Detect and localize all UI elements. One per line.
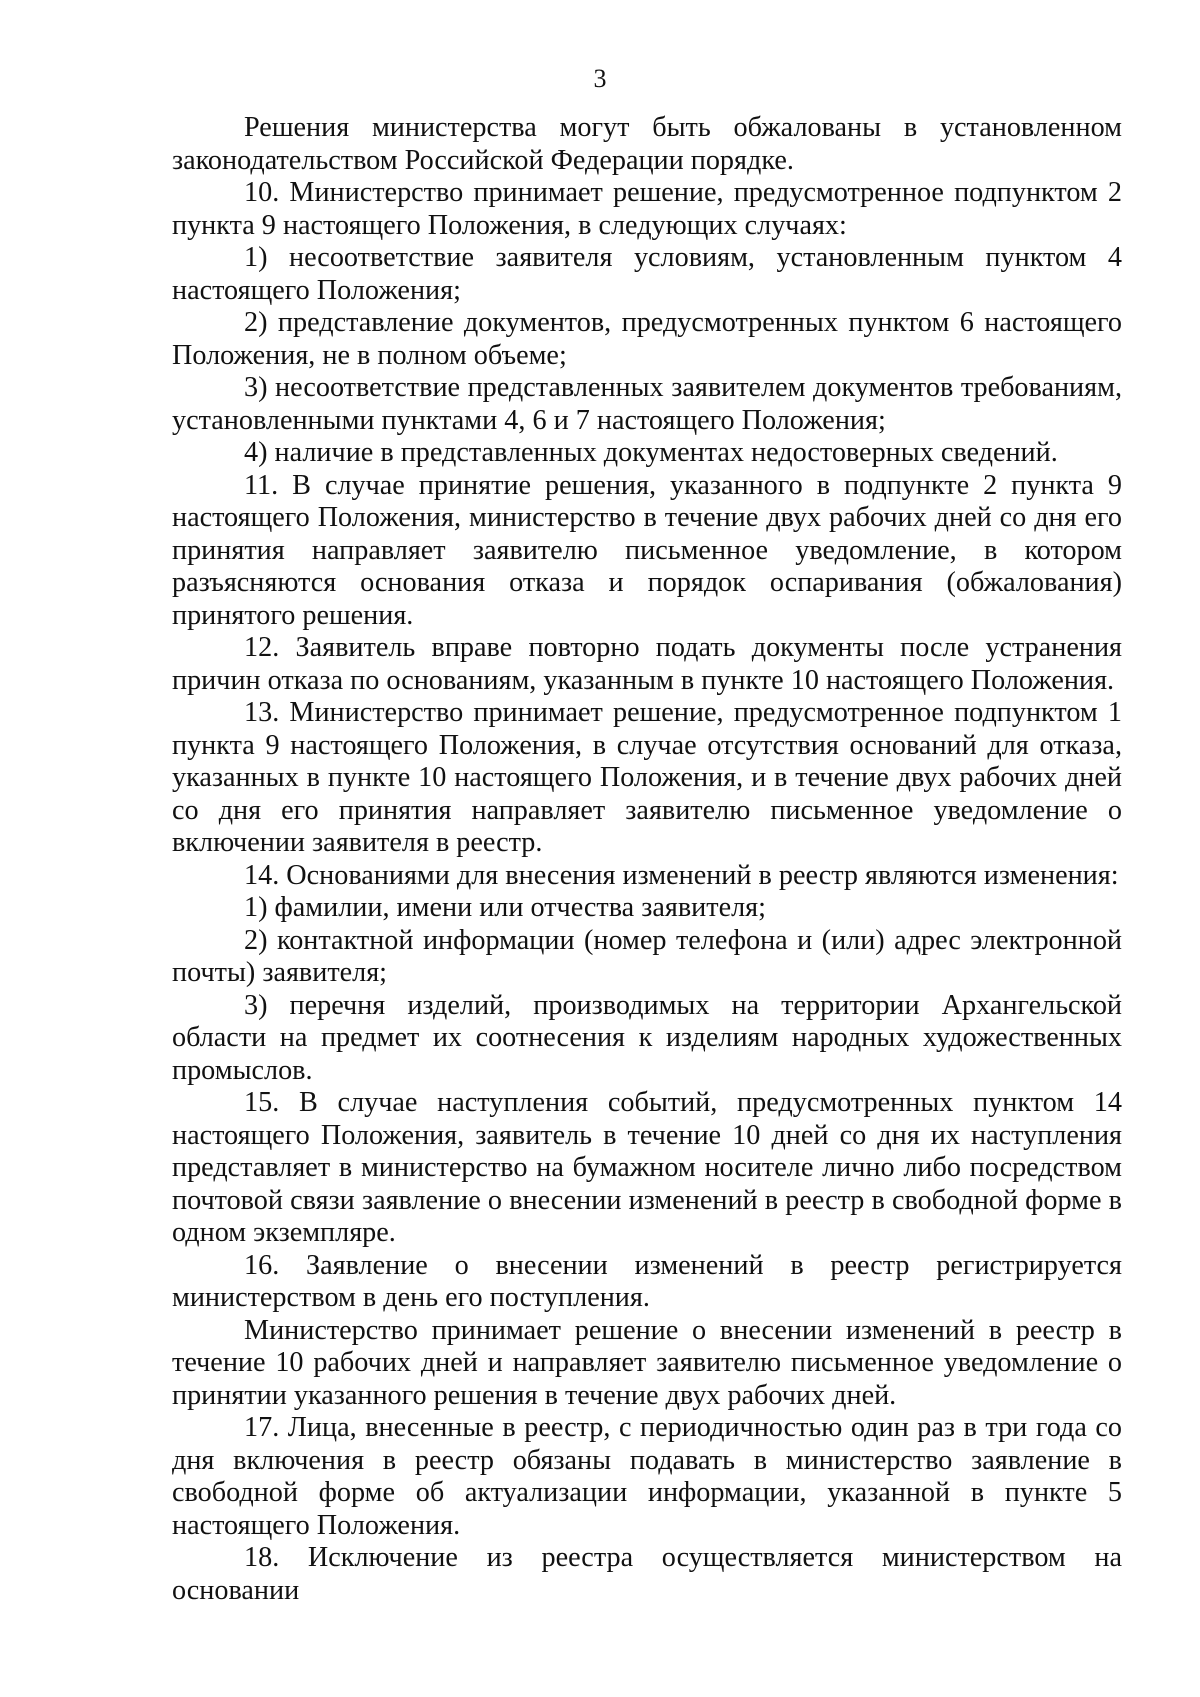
paragraph-10: 10. Министерство принимает решение, предусмотренное подпунктом 2 пункта 9 настоящего Положения, в следующих случаях: — [172, 177, 1122, 241]
paragraph-11: 11. В случае принятие решения, указанного в подпункте 2 пункта 9 настоящего Положения, министерство в течение двух рабочих дней со дня его принятия направляет заявителю письменное уведомление, в котором разъясняются основания отказа и порядок оспаривания (обжалования) принятого решения. — [172, 469, 1122, 631]
paragraph-16-decision: Министерство принимает решение о внесении изменений в реестр в течение 10 рабочих дней и направляет заявителю письменное уведомление о принятии указанного решения в течение двух рабочих дней. — [172, 1314, 1122, 1411]
paragraph-14: 14. Основаниями для внесения изменений в реестр являются изменения: — [244, 859, 1119, 891]
paragraph-17: 17. Лица, внесенные в реестр, с периодичностью один раз в три года со дня включения в реестр обязаны подавать в министерство заявление в свободной форме об актуализации информации, указанной в пункте 5 настоящего Положения. — [172, 1412, 1122, 1541]
paragraph-18: 18. Исключение из реестра осуществляется министерством на основании — [172, 1542, 1122, 1606]
paragraph-15: 15. В случае наступления событий, предусмотренных пунктом 14 настоящего Положения, заявитель в течение 10 дней со дня их наступления представляет в министерство на бумажном носителе лично либо посредством почтовой связи заявление о внесении изменений в реестр в свободной форме в одном экземпляре. — [172, 1087, 1122, 1248]
paragraph-14-item-2: 2) контактной информации (номер телефона и (или) адрес электронной почты) заявителя; — [172, 924, 1122, 988]
document-body — [172, 112, 1122, 1607]
paragraph-10-item-1: 1) несоответствие заявителя условиям, установленным пунктом 4 настоящего Положения; — [172, 242, 1122, 306]
paragraph-13: 13. Министерство принимает решение, предусмотренное подпунктом 1 пункта 9 настоящего Положения, в случае отсутствия оснований для отказа, указанных в пункте 10 настоящего Положения, и в течение двух рабочих дней со дня его принятия направляет заявителю письменное уведомление о включении заявителя в реестр. — [172, 697, 1122, 858]
paragraph-16: 16. Заявление о внесении изменений в реестр регистрируется министерством в день его поступления. — [172, 1249, 1122, 1313]
page-number: 3 — [593, 64, 607, 93]
paragraph-10-item-2: 2) представление документов, предусмотренных пунктом 6 настоящего Положения, не в полном объеме; — [172, 307, 1122, 371]
paragraph-10-item-4: 4) наличие в представленных документах недостоверных сведений. — [244, 437, 1058, 468]
paragraph-14-item-1: 1) фамилии, имени или отчества заявителя; — [244, 892, 766, 923]
paragraph-appeal: Решения министерства могут быть обжалованы в установленном законодательством Российской Федерации порядке. — [172, 112, 1122, 176]
paragraph-12: 12. Заявитель вправе повторно подать документы после устранения причин отказа по основаниям, указанным в пункте 10 настоящего Положения. — [172, 632, 1122, 696]
paragraph-14-item-3: 3) перечня изделий, производимых на территории Архангельской области на предмет их соотнесения к изделиям народных художественных промыслов. — [172, 989, 1122, 1086]
paragraph-10-item-3: 3) несоответствие представленных заявителем документов требованиям, установленными пунктами 4, 6 и 7 настоящего Положения; — [172, 372, 1122, 436]
